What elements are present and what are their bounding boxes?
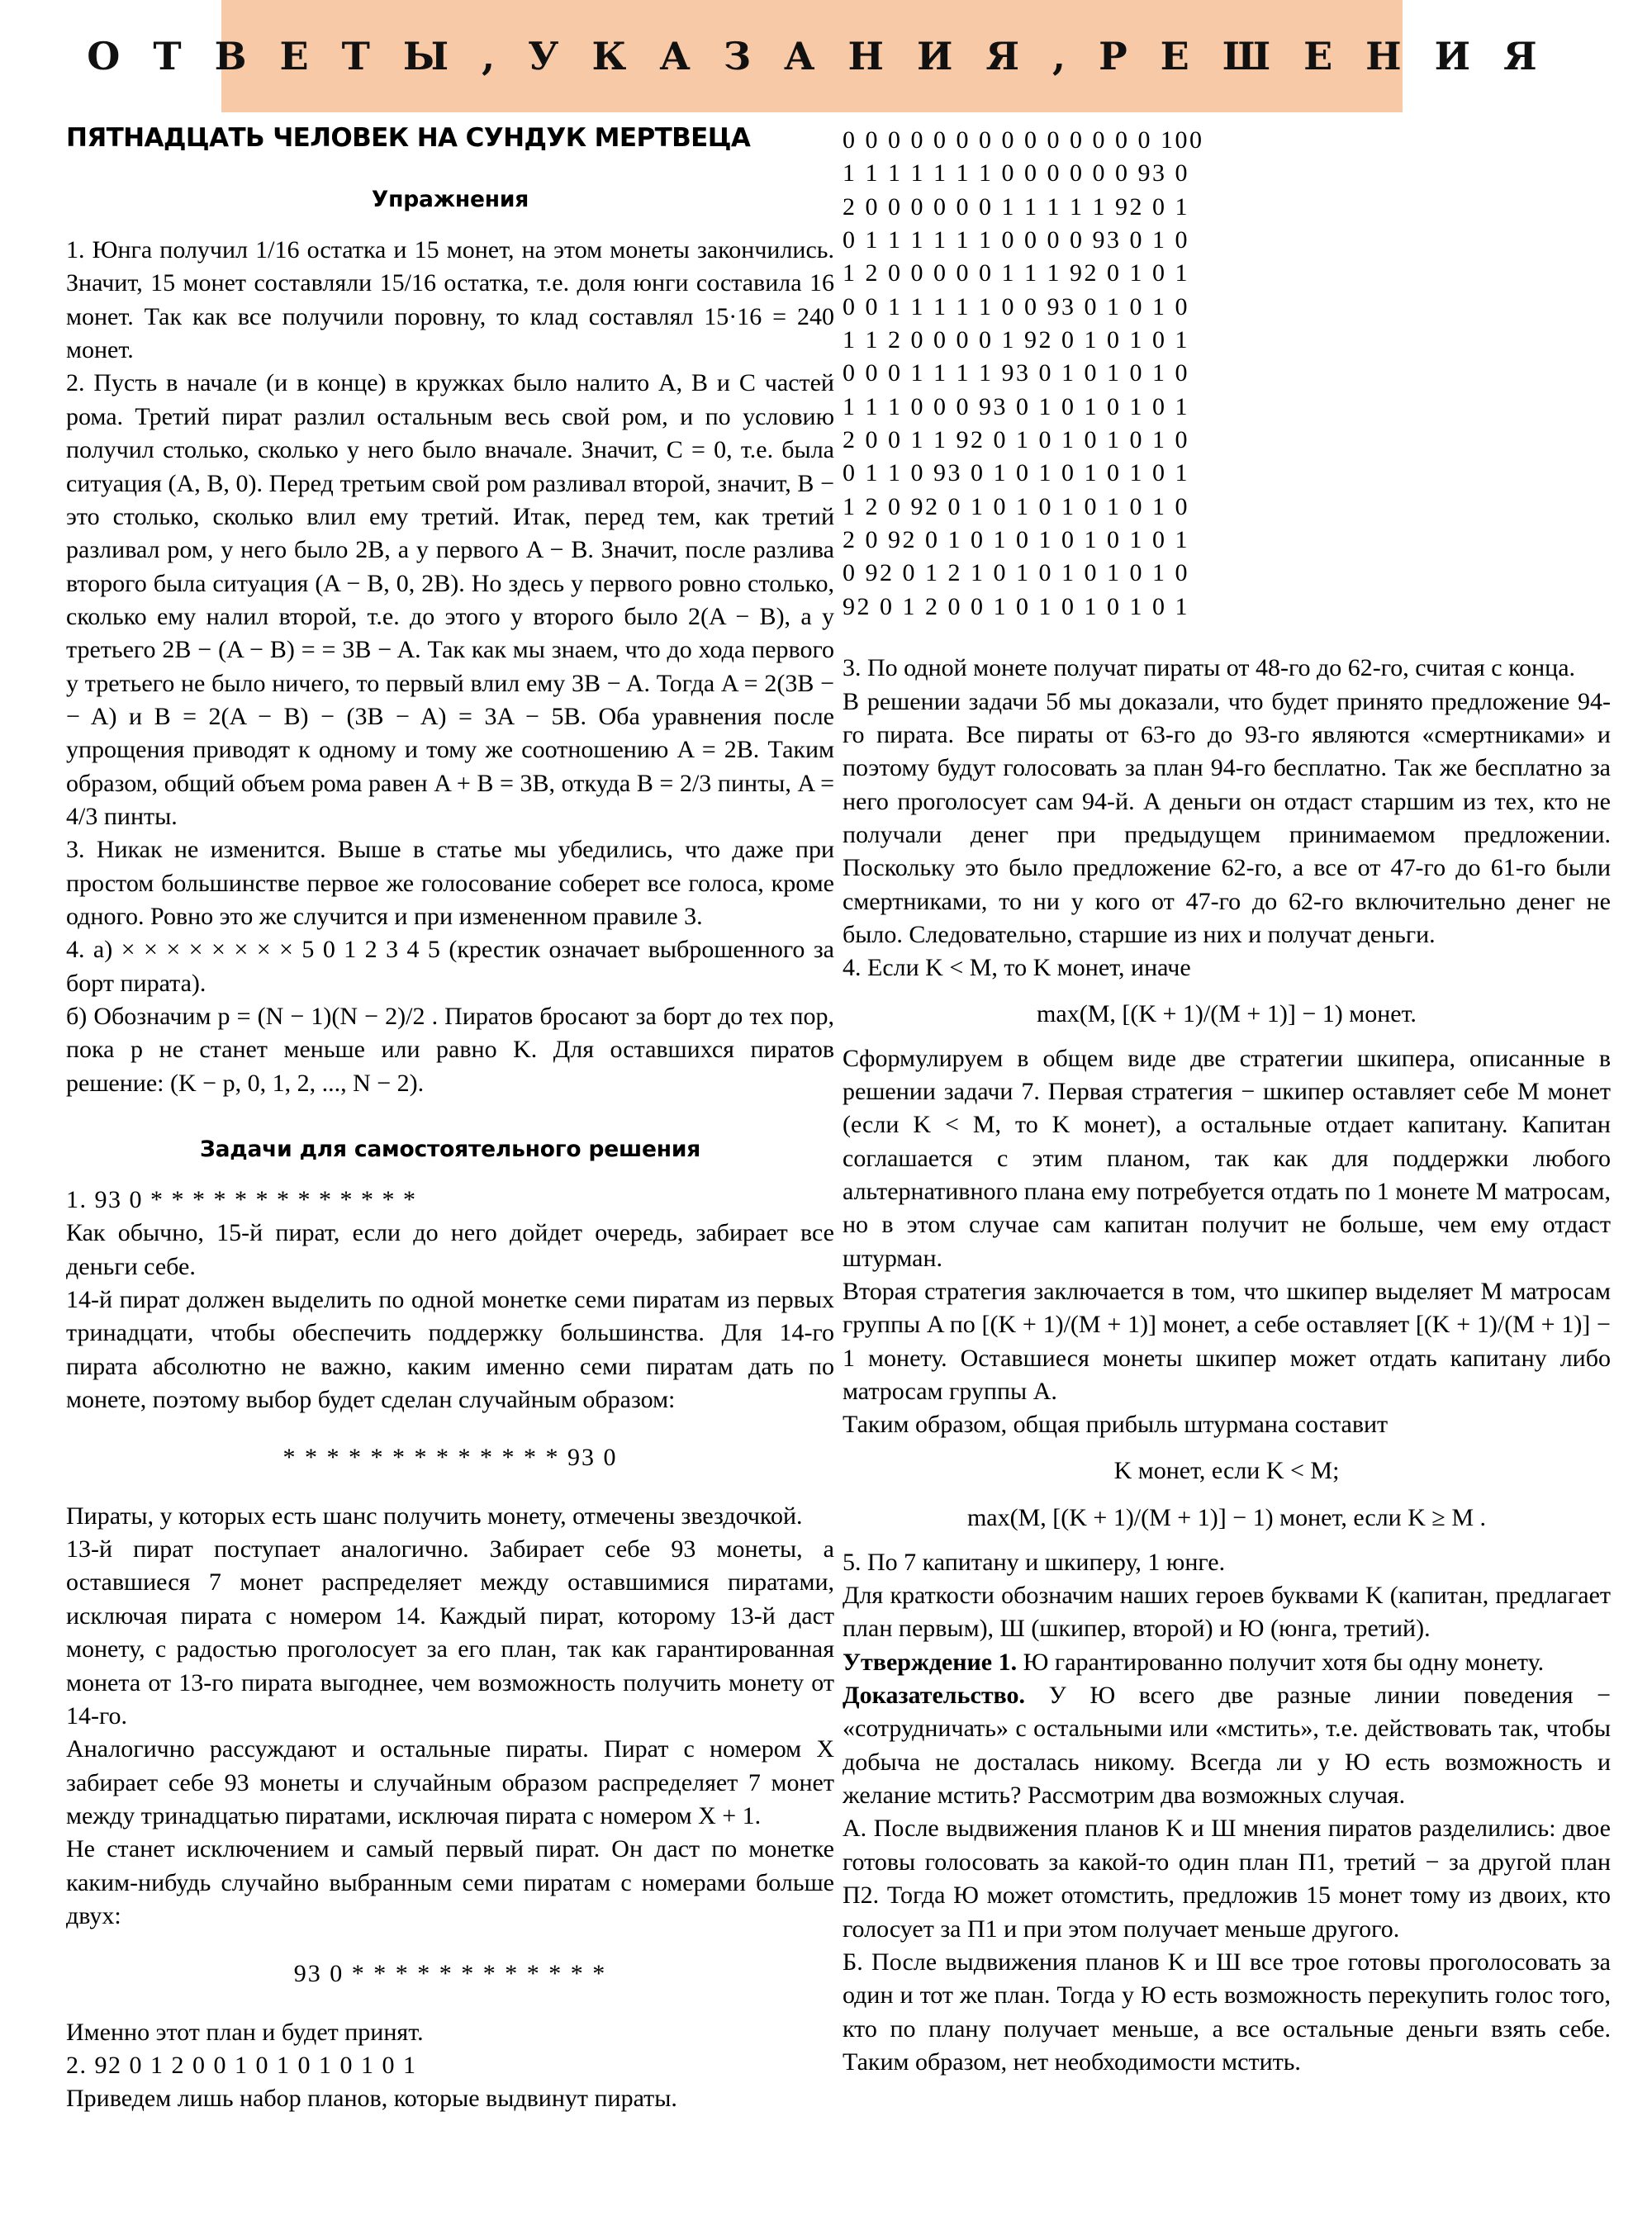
task-2-intro: Приведем лишь набор планов, которые выдвинут пираты. [66,2085,677,2113]
exercise-3: 3. Никак не изменится. Выше в статье мы убедились, что даже при простом большинстве первое же голосование соберет все голоса, кроме одного. Ровно это же случится и при измененном правиле 3. [66,836,834,930]
task-4-display-formula: max(M, [(K + 1)/(M + 1)] − 1) монет. [1037,999,1417,1027]
matrix-row: 1 2 0 0 0 0 0 1 1 1 92 0 1 0 1 [843,259,1189,287]
right-column [843,124,1611,2079]
matrix-row: 2 0 0 1 1 92 0 1 0 1 0 1 0 1 0 [843,426,1189,454]
task-1-plan-centered-1: * * * * * * * * * * * * * 93 0 [282,1444,618,1472]
task-1-paragraph-2: 14-й пират должен выделить по одной монетке семи пиратам из первых тринадцати, чтобы обеспечить поддержку большинства. Для 14-го пирата абсолютно не важно, каким именно семи пиратам дать по монете, поэтому выбор будет сделан случайным образом: [66,1286,834,1414]
task-4-lead: 4. Если K < M, то K монет, иначе [843,954,1191,982]
section-heading-selfwork: Задачи для самостоятельного решения [199,1136,701,1163]
task-5-paragraph-1: 5. По 7 капитану и шкиперу, 1 юнге. [843,1548,1226,1576]
task-3-paragraph-2: В решении задачи 5б мы доказали, что будет принято предложение 94-го пирата. Все пираты от 63-го до 93-го являются «смертниками» и поэтому будут голосовать за план 94-го бесплатно. Так же бесплатно за него проголосует сам 94-й. А деньги он отдаст старшим из тех, кто не получали денег при предыдущем принимаемом предложении. Поскольку это было предложение 62-го, а все от 47-го до 61-го были смертниками, то ни у кого от 47-го до 62-го включительно денег не было. Следовательно, старшие из них и получат деньги. [843,687,1611,948]
task-4-inline-formula-1: [(K + 1)/(M + 1)] [981,1311,1156,1339]
exercise-2: 2. Пусть в начале (и в конце) в кружках было налито A, B и C частей рома. Третий пират разлил остальным весь свой ром, и по условию получил столько, сколько у него было вначале. Значит, C = 0, т.е. была ситуация (A, B, 0). Перед третьим свой ром разливал второй, значит, B − это столько, сколько влил ему третий. Итак, перед тем, как третий разливал ром, у него было 2B, а у первого A − B. Значит, после разлива второго была ситуация (A − B, 0, 2B). Но здесь у первого ровно столько, сколько ему налил второй, т.е. до этого у второго было 2(A − B), а у третьего 2B − (A − B) = = 3B − A. Так как мы знаем, что до хода первого у третьего не было ничего, то первый влил ему 3B − A. Тогда A = 2(3B − − A) и B = 2(A − B) − (3B − A) = 3A − 5B. Оба уравнения после упрощения приводят к одному и тому же соотношению A = 2B. Таким образом, общий объем рома равен A + B = 3B, откуда B = 2/3 пинты, A = 4/3 пинты. [66,369,834,830]
task-1-paragraph-5: Аналогично рассуждают и остальные пираты. Пират с номером X забирает себе 93 монеты и случайным образом распределяет 7 монет между тринадцатью пиратами, исключая пирата с номером X + 1. [66,1735,834,1829]
matrix-row: 1 2 0 92 0 1 0 1 0 1 0 1 0 1 0 [843,492,1189,520]
task-1-paragraph-6: Не станет исключением и самый первый пират. Он даст по монетке каким-нибудь случайно выбранным семи пиратам с номерами больше двух: [66,1835,834,1929]
matrix-row: 0 0 0 1 1 1 1 93 0 1 0 1 0 1 0 [843,359,1189,387]
proof-body: У Ю всего две разные линии поведения − «сотрудничать» с остальными или «мстить», т.е. действовать так, чтобы добыча не досталась никому. Всегда ли у Ю есть возможность и желание мстить? Рассмотрим два возможных случая. [843,1682,1611,1810]
task-1-paragraph-3: Пираты, у которых есть шанс получить монету, отмечены звездочкой. [66,1502,803,1530]
task-1-paragraph-1: Как обычно, 15-й пират, если до него дойдет очередь, забирает все деньги себе. [66,1219,834,1280]
matrix-row: 1 1 2 0 0 0 0 1 92 0 1 0 1 0 1 [843,326,1189,354]
matrix-row: 0 1 1 1 1 1 1 0 0 0 0 93 0 1 0 [843,226,1189,254]
left-column [66,124,834,2116]
task-4-display-formula-line-1: K монет, если K < M; [1113,1456,1340,1484]
proof-label: Доказательство. [843,1682,1026,1710]
task-2-plan: 2. 92 0 1 2 0 0 1 0 1 0 1 0 1 0 1 [66,2051,417,2079]
article-title: ПЯТНАДЦАТЬ ЧЕЛОВЕК НА СУНДУК МЕРТВЕЦА [66,123,751,153]
task-1-plan-centered-2: 93 0 * * * * * * * * * * * * [293,1960,607,1988]
task-1-paragraph-7: Именно этот план и будет принят. [66,2018,424,2046]
task-4-inline-formula-2: [(K + 1)/(M + 1)] − 1 [843,1311,1611,1372]
proof-case-b: Б. После выдвижения планов K и Ш все трое готовы проголосовать за один и тот же план. Тогда у Ю есть возможность перекупить голос того, кто по плану получает меньше, а все остальные деньги взять себе. Таким образом, нет необходимости мстить. [843,1948,1611,2076]
exercise-4a: 4. а) × × × × × × × × 5 0 1 2 3 4 5 (крестик означает выброшенного за борт пирата). [66,936,834,997]
matrix-row: 2 0 0 0 0 0 0 1 1 1 1 1 92 0 1 [843,192,1189,221]
task-4-p2-text-b: монет, а себе оставляет [1156,1311,1416,1339]
section-heading-exercises: Упражнения [371,187,529,213]
matrix-row: 0 0 1 1 1 1 1 0 0 93 0 1 0 1 0 [843,292,1189,320]
matrix-row: 0 92 0 1 2 1 0 1 0 1 0 1 0 1 0 [843,559,1189,587]
exercise-1: 1. Юнга получил 1/16 остатка и 15 монет, на этом монеты закончились. Значит, 15 монет составляли 15/16 остатка, т.е. доля юнги составила 16 монет. Так как все получили поровну, то клад составлял 15·16 = 240 монет. [66,236,834,364]
matrix-row: 1 1 1 0 0 0 93 0 1 0 1 0 1 0 1 [843,392,1189,420]
task-4-p2-text-c: монету. Оставшиеся монеты шкипер может отдать капитану либо матросам группы A. [843,1344,1611,1406]
task-1-paragraph-4: 13-й пират поступает аналогично. Забирает себе 93 монеты, а оставшиеся 7 монет распределяет между оставшимися пиратами, исключая пирата с номером 14. Каждый пират, которому 13-й даст монету, с радостью проголосует за его план, так как гарантированная монета от 13-го пирата выгоднее, чем возможность получить монету от 14-го. [66,1535,834,1730]
statement-label: Утверждение 1. [843,1648,1018,1676]
plans-matrix [843,124,1611,624]
matrix-row: 0 0 0 0 0 0 0 0 0 0 0 0 0 0 100 [843,126,1204,154]
task-5-paragraph-2: Для краткости обозначим наших героев буквами K (капитан, предлагает план первым), Ш (шкипер, второй) и Ю (юнга, третий). [843,1582,1611,1643]
matrix-row: 0 1 1 0 93 0 1 0 1 0 1 0 1 0 1 [843,459,1189,487]
statement-1 [843,1646,1611,1679]
statement-body: Ю гарантированно получит хотя бы одну монету. [1017,1648,1545,1676]
page-banner-title: О Т В Е Т Ы , У К А З А Н И Я , Р Е Ш Е Н И Я [87,34,1547,78]
matrix-row: 2 0 92 0 1 0 1 0 1 0 1 0 1 0 1 [843,526,1189,554]
exercise-4b: б) Обозначим p = (N − 1)(N − 2)/2 . Пиратов бросают за борт до тех пор, пока p не станет меньше или равно K. Для оставшихся пиратов решение: (K − p, 0, 1, 2, ..., N − 2). [66,1003,834,1097]
task-4-p2-text-a: Вторая стратегия заключается в том, что шкипер выделяет M матросам группы A по [843,1278,1611,1339]
task-3-paragraph-1: 3. По одной монете получат пираты от 48-го до 62-го, считая с конца. [843,654,1576,682]
task-4-paragraph-1: Сформулируем в общем виде две стратегии шкипера, описанные в решении задачи 7. Первая стратегия − шкипер оставляет себе M монет (если K < M, то K монет), а остальные отдает капитану. Капитан соглашается с этим планом, так как для поддержки любого альтернативного плана ему потребуется отдать по 1 монете M матросам, но в этом случае сам капитан получит не больше, чем ему отдаст штурман. [843,1044,1611,1272]
matrix-row: 1 1 1 1 1 1 1 0 0 0 0 0 0 93 0 [843,159,1189,187]
proof-block [843,1679,1611,1812]
task-4-paragraph-3: Таким образом, общая прибыль штурмана составит [843,1411,1389,1439]
proof-case-a: А. После выдвижения планов K и Ш мнения пиратов разделились: двое готовы голосовать за какой-то один план П1, третий − за другой план П2. Тогда Ю может отомстить, предложив 15 монет тому из двоих, кто голосует за П1 и при этом получает меньше другого. [843,1815,1611,1943]
task-4-paragraph-2 [843,1275,1611,1408]
matrix-row: 92 0 1 2 0 0 1 0 1 0 1 0 1 0 1 [843,592,1189,620]
task-4-display-formula-line-2: max(M, [(K + 1)/(M + 1)] − 1) монет, если K ≥ M . [966,1503,1487,1531]
task-1-plan: 1. 93 0 * * * * * * * * * * * * * [66,1186,417,1214]
